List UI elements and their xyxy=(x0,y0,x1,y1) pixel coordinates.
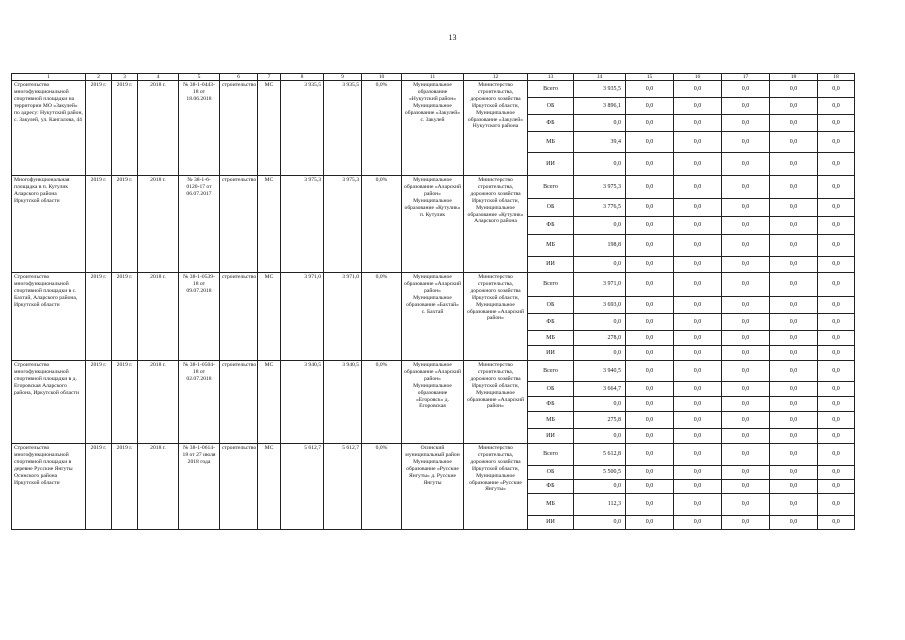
year-amount: 0,0 xyxy=(626,115,674,132)
table-row xyxy=(12,361,855,382)
funding-source-label: ИИ xyxy=(528,516,574,530)
estimated-cost-cell: 3 940,5 xyxy=(281,361,324,444)
ownership-form-cell: МС xyxy=(258,361,281,444)
funding-amount: 0,0 xyxy=(574,257,626,273)
budget-administrator-cell: Министерство строительства, дорожного хозяйства Иркутской области, Муниципальное образование «Закулей» Нукутского района xyxy=(464,81,528,176)
table-row xyxy=(12,273,855,297)
year-amount: 0,0 xyxy=(722,115,770,132)
customer-cell: Муниципальное образование «Аларский район» Муниципальное образование «Кутулик» п. Кутулик xyxy=(402,176,464,273)
year-amount: 0,0 xyxy=(818,176,855,199)
customer-cell: Муниципальное образование «Аларский район» Муниципальное образование «Бахтай» с. Бахтай xyxy=(402,273,464,361)
year-amount: 0,0 xyxy=(818,382,855,397)
funding-source-label: ФБ xyxy=(528,480,574,494)
estimated-cost-cell: 5 612,7 xyxy=(281,444,324,530)
readiness-percent-cell: 0,0% xyxy=(362,176,402,273)
year-amount: 0,0 xyxy=(626,466,674,480)
year-amount: 0,0 xyxy=(722,429,770,444)
funding-amount: 3 664,7 xyxy=(574,382,626,397)
funding-source-label: ИИ xyxy=(528,346,574,361)
year-amount: 0,0 xyxy=(770,346,818,361)
year-amount: 0,0 xyxy=(818,314,855,331)
funding-amount: 278,0 xyxy=(574,331,626,346)
remaining-cost-cell: 3 940,5 xyxy=(324,361,362,444)
funding-source-label: ОБ xyxy=(528,98,574,115)
year-amount: 0,0 xyxy=(626,382,674,397)
funding-source-label: МБ xyxy=(528,494,574,516)
year-amount: 0,0 xyxy=(722,235,770,257)
column-number: 11 xyxy=(402,74,464,81)
year-amount: 0,0 xyxy=(674,217,722,235)
year-amount: 0,0 xyxy=(674,516,722,530)
funding-amount: 5 612,8 xyxy=(574,444,626,466)
year-amount: 0,0 xyxy=(626,480,674,494)
year-start-cell: 2019 г. xyxy=(86,361,112,444)
remaining-cost-cell: 3 975,3 xyxy=(324,176,362,273)
year-amount: 0,0 xyxy=(770,480,818,494)
year-amount: 0,0 xyxy=(770,516,818,530)
year-amount: 0,0 xyxy=(818,235,855,257)
funding-amount: 3 940,5 xyxy=(574,361,626,382)
readiness-percent-cell: 0,0% xyxy=(362,273,402,361)
object-name-cell: Строительство многофункциональной спортивной площадки в деревне Русские Янгуты Осинского района Иркутской области xyxy=(12,444,86,530)
object-name-cell: Многофункциональная площадка в п. Кутулик Аларского района Иркутской области xyxy=(12,176,86,273)
objects-table xyxy=(11,73,855,530)
year-pd-cell: 2018 г. xyxy=(138,273,179,361)
column-number: 14 xyxy=(574,74,626,81)
year-pd-cell: 2018 г. xyxy=(138,176,179,273)
year-amount: 0,0 xyxy=(626,346,674,361)
year-amount: 0,0 xyxy=(770,235,818,257)
year-amount: 0,0 xyxy=(818,199,855,217)
year-end-cell: 2019 г. xyxy=(112,361,138,444)
funding-amount: 0,0 xyxy=(574,480,626,494)
funding-source-label: ОБ xyxy=(528,297,574,314)
column-number: 6 xyxy=(220,74,258,81)
funding-source-label: МБ xyxy=(528,132,574,153)
year-start-cell: 2019 г. xyxy=(86,176,112,273)
object-name-cell: Строительство многофункциональной спортивной площадки в д. Егоровская Аларского района, Иркутской области xyxy=(12,361,86,444)
funding-source-label: ФБ xyxy=(528,397,574,412)
year-amount: 0,0 xyxy=(674,346,722,361)
budget-administrator-cell: Министерство строительства, дорожного хозяйства Иркутской области, Муниципальное образование «Аларский район» xyxy=(464,361,528,444)
funding-amount: 0,0 xyxy=(574,397,626,412)
year-amount: 0,0 xyxy=(674,176,722,199)
year-amount: 0,0 xyxy=(722,397,770,412)
column-number: 8 xyxy=(281,74,324,81)
funding-source-label: Всего xyxy=(528,444,574,466)
year-amount: 0,0 xyxy=(818,444,855,466)
year-amount: 0,0 xyxy=(722,217,770,235)
year-amount: 0,0 xyxy=(674,235,722,257)
table-body xyxy=(12,74,855,530)
funding-amount: 0,0 xyxy=(574,429,626,444)
funding-amount: 3 693,0 xyxy=(574,297,626,314)
year-amount: 0,0 xyxy=(626,235,674,257)
year-amount: 0,0 xyxy=(770,81,818,98)
year-amount: 0,0 xyxy=(770,217,818,235)
funding-amount: 0,0 xyxy=(574,115,626,132)
column-number: 7 xyxy=(258,74,281,81)
year-amount: 0,0 xyxy=(722,81,770,98)
year-amount: 0,0 xyxy=(818,115,855,132)
column-number: 17 xyxy=(722,74,770,81)
year-amount: 0,0 xyxy=(674,153,722,176)
year-amount: 0,0 xyxy=(626,494,674,516)
year-amount: 0,0 xyxy=(722,273,770,297)
column-number: 3 xyxy=(112,74,138,81)
funding-source-label: Всего xyxy=(528,81,574,98)
expertise-doc-cell: № 38-1-0504-18 от 02.07.2018 xyxy=(179,361,220,444)
year-end-cell: 2019 г. xyxy=(112,273,138,361)
year-amount: 0,0 xyxy=(722,176,770,199)
year-amount: 0,0 xyxy=(770,429,818,444)
readiness-percent-cell: 0,0% xyxy=(362,444,402,530)
year-amount: 0,0 xyxy=(722,199,770,217)
year-amount: 0,0 xyxy=(818,480,855,494)
customer-cell: Осинский муниципальный район Муниципальное образование «Русские Янгуты» д. Русские Янгуты xyxy=(402,444,464,530)
year-amount: 0,0 xyxy=(770,98,818,115)
funding-amount: 39,4 xyxy=(574,132,626,153)
year-amount: 0,0 xyxy=(674,466,722,480)
remaining-cost-cell: 5 612,7 xyxy=(324,444,362,530)
expertise-doc-cell: № 38-1-0539-18 от 09.07.2018 xyxy=(179,273,220,361)
year-amount: 0,0 xyxy=(818,132,855,153)
column-number: 12 xyxy=(464,74,528,81)
column-number: 18 xyxy=(770,74,818,81)
column-number: 5 xyxy=(179,74,220,81)
year-start-cell: 2019 г. xyxy=(86,81,112,176)
year-amount: 0,0 xyxy=(722,257,770,273)
year-amount: 0,0 xyxy=(770,331,818,346)
object-name-cell: Строительство многофункциональной спортивной площадки в с. Бахтай, Аларского района, Иркутской области xyxy=(12,273,86,361)
funding-source-label: МБ xyxy=(528,331,574,346)
year-amount: 0,0 xyxy=(674,115,722,132)
year-amount: 0,0 xyxy=(722,346,770,361)
year-amount: 0,0 xyxy=(818,153,855,176)
remaining-cost-cell: 3 935,5 xyxy=(324,81,362,176)
year-amount: 0,0 xyxy=(674,494,722,516)
work-type-cell: строительство xyxy=(220,273,258,361)
funding-amount: 3 971,0 xyxy=(574,273,626,297)
column-number: 9 xyxy=(324,74,362,81)
year-amount: 0,0 xyxy=(722,494,770,516)
year-amount: 0,0 xyxy=(722,412,770,429)
column-number: 18 xyxy=(818,74,855,81)
year-amount: 0,0 xyxy=(722,331,770,346)
ownership-form-cell: МС xyxy=(258,444,281,530)
year-amount: 0,0 xyxy=(674,81,722,98)
year-amount: 0,0 xyxy=(818,516,855,530)
year-end-cell: 2019 г. xyxy=(112,81,138,176)
column-number: 4 xyxy=(138,74,179,81)
year-amount: 0,0 xyxy=(818,81,855,98)
year-pd-cell: 2018 г. xyxy=(138,81,179,176)
expertise-doc-cell: № 38-1-0443-18 от 18.06.2018 xyxy=(179,81,220,176)
year-pd-cell: 2018 г. xyxy=(138,361,179,444)
work-type-cell: строительство xyxy=(220,176,258,273)
year-amount: 0,0 xyxy=(770,314,818,331)
funding-source-label: Всего xyxy=(528,273,574,297)
funding-amount: 112,3 xyxy=(574,494,626,516)
year-amount: 0,0 xyxy=(674,98,722,115)
work-type-cell: строительство xyxy=(220,81,258,176)
table-row xyxy=(12,81,855,98)
year-amount: 0,0 xyxy=(674,199,722,217)
year-amount: 0,0 xyxy=(770,494,818,516)
object-name-cell: Строительство многофункциональной спортивной площадки на территории МО «Закулей» по адресу: Нукутский район, с. Закулей, ул. Кангалова, 44 xyxy=(12,81,86,176)
funding-amount: 198,8 xyxy=(574,235,626,257)
column-number: 16 xyxy=(674,74,722,81)
year-amount: 0,0 xyxy=(770,273,818,297)
expertise-doc-cell: № 38-1-6-0120-17 от 06.07.2017 xyxy=(179,176,220,273)
year-amount: 0,0 xyxy=(674,397,722,412)
year-amount: 0,0 xyxy=(722,516,770,530)
funding-source-label: ОБ xyxy=(528,199,574,217)
year-amount: 0,0 xyxy=(818,273,855,297)
funding-source-label: ФБ xyxy=(528,314,574,331)
year-amount: 0,0 xyxy=(674,257,722,273)
year-amount: 0,0 xyxy=(674,429,722,444)
funding-source-label: ФБ xyxy=(528,115,574,132)
page-number: 13 xyxy=(448,33,457,42)
year-amount: 0,0 xyxy=(770,382,818,397)
estimated-cost-cell: 3 975,3 xyxy=(281,176,324,273)
column-number: 1 xyxy=(12,74,86,81)
year-amount: 0,0 xyxy=(770,132,818,153)
year-amount: 0,0 xyxy=(770,176,818,199)
year-amount: 0,0 xyxy=(674,412,722,429)
ownership-form-cell: МС xyxy=(258,176,281,273)
column-number: 15 xyxy=(626,74,674,81)
year-amount: 0,0 xyxy=(626,444,674,466)
year-amount: 0,0 xyxy=(818,494,855,516)
year-start-cell: 2019 г. xyxy=(86,444,112,530)
year-amount: 0,0 xyxy=(674,314,722,331)
column-number-row xyxy=(12,74,855,81)
year-amount: 0,0 xyxy=(770,115,818,132)
year-amount: 0,0 xyxy=(626,273,674,297)
funding-source-label: Всего xyxy=(528,361,574,382)
year-start-cell: 2019 г. xyxy=(86,273,112,361)
funding-amount: 275,8 xyxy=(574,412,626,429)
funding-amount: 0,0 xyxy=(574,346,626,361)
year-amount: 0,0 xyxy=(818,331,855,346)
funding-source-label: Всего xyxy=(528,176,574,199)
year-amount: 0,0 xyxy=(818,466,855,480)
funding-source-label: ИИ xyxy=(528,429,574,444)
year-amount: 0,0 xyxy=(626,331,674,346)
year-end-cell: 2019 г. xyxy=(112,444,138,530)
funding-amount: 0,0 xyxy=(574,153,626,176)
funding-amount: 5 500,5 xyxy=(574,466,626,480)
budget-administrator-cell: Министерство строительства, дорожного хозяйства Иркутской области, Муниципальное образование «Аларский район» xyxy=(464,273,528,361)
year-amount: 0,0 xyxy=(722,466,770,480)
estimated-cost-cell: 3 935,5 xyxy=(281,81,324,176)
year-amount: 0,0 xyxy=(626,516,674,530)
year-amount: 0,0 xyxy=(770,444,818,466)
year-amount: 0,0 xyxy=(818,361,855,382)
year-amount: 0,0 xyxy=(626,429,674,444)
funding-source-label: ИИ xyxy=(528,257,574,273)
year-amount: 0,0 xyxy=(722,132,770,153)
budget-administrator-cell: Министерство строительства, дорожного хозяйства Иркутской области, Муниципальное образование «Кутулик» Аларского района xyxy=(464,176,528,273)
year-amount: 0,0 xyxy=(626,297,674,314)
year-amount: 0,0 xyxy=(818,429,855,444)
year-amount: 0,0 xyxy=(770,412,818,429)
work-type-cell: строительство xyxy=(220,361,258,444)
year-amount: 0,0 xyxy=(722,297,770,314)
column-number: 13 xyxy=(528,74,574,81)
funding-amount: 3 975,3 xyxy=(574,176,626,199)
year-amount: 0,0 xyxy=(722,444,770,466)
column-number: 2 xyxy=(86,74,112,81)
work-type-cell: строительство xyxy=(220,444,258,530)
column-number: 10 xyxy=(362,74,402,81)
table-row xyxy=(12,444,855,466)
year-amount: 0,0 xyxy=(770,297,818,314)
year-amount: 0,0 xyxy=(770,361,818,382)
year-amount: 0,0 xyxy=(626,257,674,273)
year-amount: 0,0 xyxy=(770,199,818,217)
year-amount: 0,0 xyxy=(722,314,770,331)
funding-amount: 0,0 xyxy=(574,516,626,530)
year-amount: 0,0 xyxy=(770,153,818,176)
year-amount: 0,0 xyxy=(626,397,674,412)
year-amount: 0,0 xyxy=(818,98,855,115)
funding-source-label: МБ xyxy=(528,412,574,429)
funding-source-label: ОБ xyxy=(528,382,574,397)
year-amount: 0,0 xyxy=(674,361,722,382)
funding-amount: 0,0 xyxy=(574,314,626,331)
year-amount: 0,0 xyxy=(722,480,770,494)
year-amount: 0,0 xyxy=(626,81,674,98)
year-amount: 0,0 xyxy=(818,257,855,273)
customer-cell: Муниципальное образование «Нукутский район» Муниципальное образование «Закулей» с. Закулей xyxy=(402,81,464,176)
year-amount: 0,0 xyxy=(626,132,674,153)
year-amount: 0,0 xyxy=(626,98,674,115)
year-amount: 0,0 xyxy=(722,361,770,382)
funding-source-label: ОБ xyxy=(528,466,574,480)
year-amount: 0,0 xyxy=(674,273,722,297)
year-pd-cell: 2018 г. xyxy=(138,444,179,530)
year-amount: 0,0 xyxy=(818,346,855,361)
funding-amount: 3 776,5 xyxy=(574,199,626,217)
year-amount: 0,0 xyxy=(626,176,674,199)
year-amount: 0,0 xyxy=(674,480,722,494)
year-amount: 0,0 xyxy=(674,331,722,346)
year-amount: 0,0 xyxy=(626,199,674,217)
year-amount: 0,0 xyxy=(722,382,770,397)
year-amount: 0,0 xyxy=(674,382,722,397)
budget-administrator-cell: Министерство строительства, дорожного хозяйства Иркутской области, Муниципальное образование «Русские Янгуты» xyxy=(464,444,528,530)
funding-amount: 3 935,5 xyxy=(574,81,626,98)
funding-source-label: ИИ xyxy=(528,153,574,176)
year-amount: 0,0 xyxy=(674,444,722,466)
remaining-cost-cell: 3 971,0 xyxy=(324,273,362,361)
year-amount: 0,0 xyxy=(770,257,818,273)
funding-amount: 3 896,1 xyxy=(574,98,626,115)
funding-source-label: ФБ xyxy=(528,217,574,235)
ownership-form-cell: МС xyxy=(258,273,281,361)
year-amount: 0,0 xyxy=(626,153,674,176)
ownership-form-cell: МС xyxy=(258,81,281,176)
year-amount: 0,0 xyxy=(818,412,855,429)
year-amount: 0,0 xyxy=(674,297,722,314)
expertise-doc-cell: № 38-1-0614-18 от 27 июля 2018 года xyxy=(179,444,220,530)
year-amount: 0,0 xyxy=(626,314,674,331)
year-amount: 0,0 xyxy=(674,132,722,153)
year-amount: 0,0 xyxy=(722,153,770,176)
funding-amount: 0,0 xyxy=(574,217,626,235)
year-amount: 0,0 xyxy=(770,397,818,412)
customer-cell: Муниципальное образование «Аларский район» Муниципальное образование «Егоровск» д. Егоровская xyxy=(402,361,464,444)
year-amount: 0,0 xyxy=(818,297,855,314)
table-row xyxy=(12,176,855,199)
readiness-percent-cell: 0,0% xyxy=(362,81,402,176)
year-amount: 0,0 xyxy=(626,217,674,235)
readiness-percent-cell: 0,0% xyxy=(362,361,402,444)
year-amount: 0,0 xyxy=(722,98,770,115)
estimated-cost-cell: 3 971,0 xyxy=(281,273,324,361)
year-amount: 0,0 xyxy=(818,397,855,412)
year-amount: 0,0 xyxy=(770,466,818,480)
year-end-cell: 2019 г. xyxy=(112,176,138,273)
year-amount: 0,0 xyxy=(626,361,674,382)
funding-source-label: МБ xyxy=(528,235,574,257)
year-amount: 0,0 xyxy=(626,412,674,429)
year-amount: 0,0 xyxy=(818,217,855,235)
